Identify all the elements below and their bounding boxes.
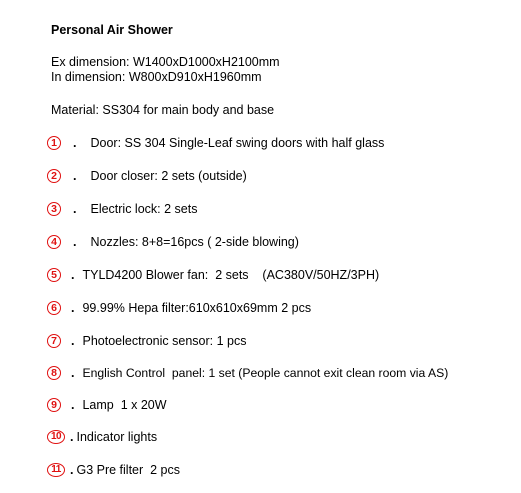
- circled-number-11: 11: [47, 463, 65, 477]
- spec-item-door: [47, 134, 384, 152]
- spec-item-text: Door closer: 2 sets (outside): [90, 169, 247, 183]
- spec-item-sensor: [47, 332, 246, 350]
- spec-item-text: Lamp 1 x 20W: [82, 398, 167, 412]
- circled-number-6: 6: [47, 301, 61, 315]
- material-line: Material: SS304 for main body and base: [51, 103, 275, 117]
- document-title: Personal Air Shower: [51, 23, 173, 37]
- bullet-dot: .: [70, 430, 74, 444]
- bullet-dot: .: [73, 169, 77, 183]
- in-dimension: In dimension: W800xD910xH1960mm: [51, 70, 262, 84]
- spec-item-hepa-filter: [47, 299, 311, 317]
- bullet-dot: .: [71, 366, 75, 380]
- spec-item-text: English Control panel: 1 set (People cannot exit clean room via AS): [82, 366, 449, 380]
- spec-item-text: G3 Pre filter 2 pcs: [76, 463, 180, 477]
- bullet-dot: .: [73, 136, 77, 150]
- spec-item-blower-fan: [47, 266, 379, 284]
- circled-number-3: 3: [47, 202, 61, 216]
- spec-item-nozzles: [47, 233, 299, 251]
- spec-item-electric-lock: [47, 200, 197, 218]
- spec-item-door-closer: [47, 167, 247, 185]
- spec-item-text: Nozzles: 8+8=16pcs ( 2-side blowing): [90, 235, 299, 249]
- circled-number-2: 2: [47, 169, 61, 183]
- spec-item-text: Indicator lights: [76, 430, 158, 444]
- spec-item-pre-filter: [47, 461, 180, 479]
- spec-item-lamp: [47, 396, 167, 414]
- spec-item-indicator-lights: [47, 428, 157, 446]
- circled-number-7: 7: [47, 334, 61, 348]
- bullet-dot: .: [71, 301, 75, 315]
- circled-number-9: 9: [47, 398, 61, 412]
- spec-item-text: Door: SS 304 Single-Leaf swing doors with half glass: [90, 136, 385, 150]
- circled-number-5: 5: [47, 268, 61, 282]
- spec-item-text: TYLD4200 Blower fan: 2 sets (AC380V/50HZ/3PH): [82, 268, 380, 282]
- bullet-dot: .: [71, 268, 75, 282]
- spec-item-text: Electric lock: 2 sets: [90, 202, 198, 216]
- spec-item-control-panel: [47, 364, 448, 382]
- circled-number-8: 8: [47, 366, 61, 380]
- spec-item-text: 99.99% Hepa filter:610x610x69mm 2 pcs: [82, 301, 312, 315]
- bullet-dot: .: [71, 334, 75, 348]
- bullet-dot: .: [70, 463, 74, 477]
- spec-item-text: Photoelectronic sensor: 1 pcs: [82, 334, 247, 348]
- circled-number-1: 1: [47, 136, 61, 150]
- bullet-dot: .: [73, 202, 77, 216]
- bullet-dot: .: [71, 398, 75, 412]
- bullet-dot: .: [73, 235, 77, 249]
- circled-number-10: 10: [47, 430, 65, 444]
- ex-dimension: Ex dimension: W1400xD1000xH2100mm: [51, 55, 280, 69]
- circled-number-4: 4: [47, 235, 61, 249]
